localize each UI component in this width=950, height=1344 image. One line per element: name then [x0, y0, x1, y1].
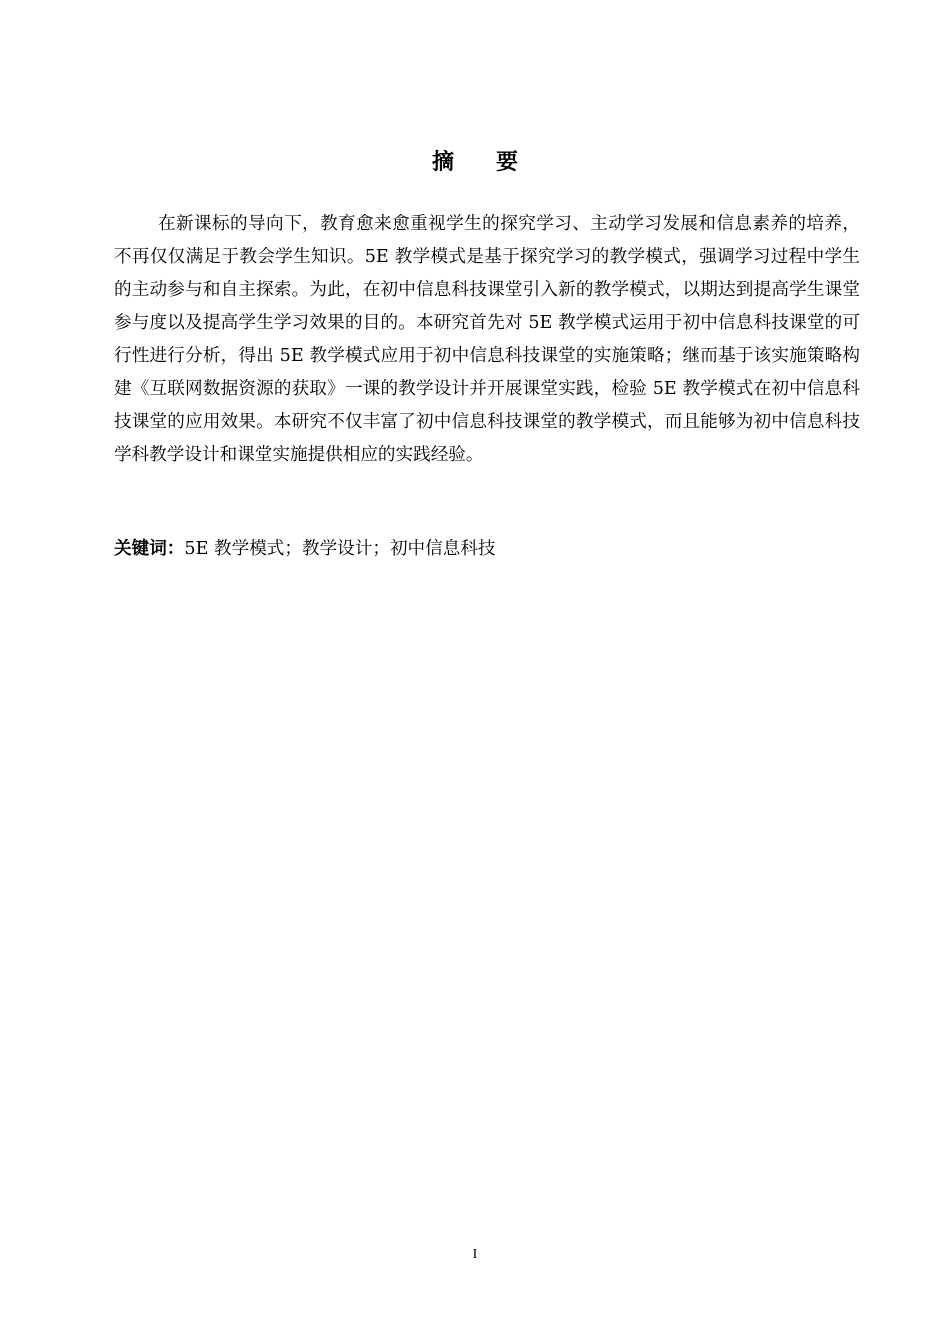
abstract-paragraph: 在新课标的导向下，教育愈来愈重视学生的探究学习、主动学习发展和信息素养的培养，不再仅仅满足于教会学生知识。5E 教学模式是基于探究学习的教学模式，强调学习过程中学生的主动参与和自主探索。为此，在初中信息科技课堂引入新的教学模式，以期达到提高学生课堂参与度以及提高学生学习效果的目的。本研究首先对 5E 教学模式运用于初中信息科技课堂的可行性进行分析，得出 5E 教学模式应用于初中信息科技课堂的实施策略；继而基于该实施策略构建《互联网数据资源的获取》一课的教学设计并开展课堂实践，检验 5E 教学模式在初中信息科技课堂的应用效果。本研究不仅丰富了初中信息科技课堂的教学模式，而且能够为初中信息科技学科教学设计和课堂实施提供相应的实践经验。 [114, 214, 860, 465]
page-number: I [472, 1247, 478, 1262]
keywords-line [114, 535, 860, 563]
keywords-label: 关键词： [114, 539, 185, 559]
keywords-value: 5E 教学模式；教学设计；初中信息科技 [184, 539, 496, 559]
page-title: 摘要 [431, 150, 560, 175]
